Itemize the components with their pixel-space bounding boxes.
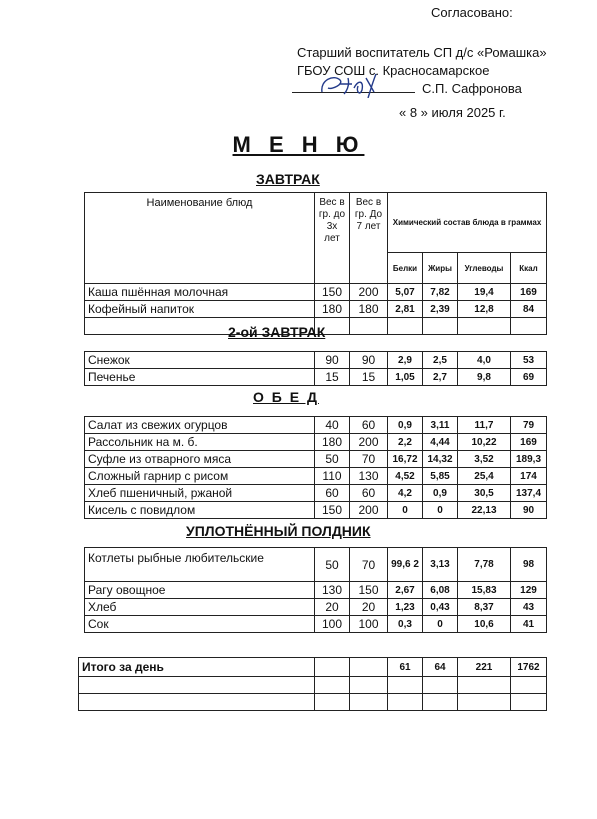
- total-row: [79, 658, 547, 677]
- dish-name: Кофейный напиток: [85, 301, 315, 318]
- table-row: [85, 485, 547, 502]
- dish-name: Печенье: [85, 369, 315, 386]
- total-table: [78, 657, 547, 711]
- fat: 0,43: [423, 599, 458, 616]
- weight-7y: 60: [350, 485, 388, 502]
- weight-7y: 130: [350, 468, 388, 485]
- protein: 2,81: [388, 301, 423, 318]
- carbs: 9,8: [458, 369, 511, 386]
- table-row: [85, 434, 547, 451]
- table-row: [85, 502, 547, 519]
- protein: 5,07: [388, 284, 423, 301]
- weight-7y: 100: [350, 616, 388, 633]
- header-kcal: Ккал: [511, 253, 547, 284]
- kcal: 41: [511, 616, 547, 633]
- protein: 2,9: [388, 352, 423, 369]
- header-chem: Химический состав блюда в граммах: [388, 193, 547, 253]
- kcal: 189,3: [511, 451, 547, 468]
- approval-position: Старший воспитатель СП д/с «Ромашка»: [297, 45, 547, 60]
- weight-7y: 150: [350, 582, 388, 599]
- weight-7y: 15: [350, 369, 388, 386]
- carbs: 19,4: [458, 284, 511, 301]
- kcal: 79: [511, 417, 547, 434]
- kcal: 169: [511, 434, 547, 451]
- carbs: 4,0: [458, 352, 511, 369]
- protein: 1,23: [388, 599, 423, 616]
- weight-3y: 150: [315, 502, 350, 519]
- weight-3y: 180: [315, 301, 350, 318]
- section-title-snack: УПЛОТНЁННЫЙ ПОЛДНИК: [186, 523, 371, 539]
- weight-3y: 60: [315, 485, 350, 502]
- total-protein: 61: [388, 658, 423, 677]
- fat: 2,5: [423, 352, 458, 369]
- kcal: 129: [511, 582, 547, 599]
- approval-organization: ГБОУ СОШ с. Красносамарское: [297, 63, 490, 78]
- fat: 5,85: [423, 468, 458, 485]
- section-title-breakfast: ЗАВТРАК: [256, 171, 320, 187]
- protein: 0,3: [388, 616, 423, 633]
- table-row-empty: [79, 694, 547, 711]
- table-row: [85, 468, 547, 485]
- breakfast-table: [84, 192, 547, 335]
- header-fat: Жиры: [423, 253, 458, 284]
- carbs: 10,22: [458, 434, 511, 451]
- kcal: 84: [511, 301, 547, 318]
- section-title-second-breakfast: 2-ой ЗАВТРАК: [228, 324, 326, 340]
- protein: 4,52: [388, 468, 423, 485]
- table-row: [85, 582, 547, 599]
- kcal: 98: [511, 548, 547, 582]
- header-w7: Вес в гр. До 7 лет: [350, 193, 388, 284]
- protein: 0: [388, 502, 423, 519]
- section-title-lunch: О Б Е Д: [253, 389, 319, 405]
- weight-7y: 70: [350, 451, 388, 468]
- weight-7y: 60: [350, 417, 388, 434]
- fat: 4,44: [423, 434, 458, 451]
- weight-3y: 50: [315, 548, 350, 582]
- table-row: [85, 417, 547, 434]
- kcal: 69: [511, 369, 547, 386]
- kcal: 169: [511, 284, 547, 301]
- weight-7y: 180: [350, 301, 388, 318]
- dish-name: Котлеты рыбные любительские: [85, 548, 315, 582]
- weight-3y: 40: [315, 417, 350, 434]
- table-row: [85, 352, 547, 369]
- dish-name: Сок: [85, 616, 315, 633]
- total-kcal: 1762: [511, 658, 547, 677]
- dish-name: Рагу овощное: [85, 582, 315, 599]
- protein: 4,2: [388, 485, 423, 502]
- second-breakfast-table: [84, 351, 547, 386]
- weight-7y: 20: [350, 599, 388, 616]
- dish-name: Снежок: [85, 352, 315, 369]
- approval-signer: С.П. Сафронова: [422, 81, 522, 96]
- carbs: 3,52: [458, 451, 511, 468]
- dish-name: Сложный гарнир с рисом: [85, 468, 315, 485]
- weight-7y: 200: [350, 434, 388, 451]
- dish-name: Хлеб: [85, 599, 315, 616]
- fat: 14,32: [423, 451, 458, 468]
- kcal: 90: [511, 502, 547, 519]
- weight-3y: 180: [315, 434, 350, 451]
- fat: 0: [423, 616, 458, 633]
- table-row: [85, 599, 547, 616]
- table-row: [85, 548, 547, 582]
- kcal: 137,4: [511, 485, 547, 502]
- weight-3y: 15: [315, 369, 350, 386]
- page-title: М Е Н Ю: [232, 132, 365, 157]
- table-row: [85, 301, 547, 318]
- carbs: 8,37: [458, 599, 511, 616]
- fat: 7,82: [423, 284, 458, 301]
- table-row: [85, 284, 547, 301]
- total-fat: 64: [423, 658, 458, 677]
- protein: 16,72: [388, 451, 423, 468]
- protein: 99,6 2: [388, 548, 423, 582]
- weight-7y: 90: [350, 352, 388, 369]
- weight-3y: 130: [315, 582, 350, 599]
- header-prot: Белки: [388, 253, 423, 284]
- total-carbs: 221: [458, 658, 511, 677]
- weight-3y: 150: [315, 284, 350, 301]
- snack-table: [84, 547, 547, 633]
- weight-3y: 90: [315, 352, 350, 369]
- kcal: 174: [511, 468, 547, 485]
- protein: 2,67: [388, 582, 423, 599]
- approval-date: « 8 » июля 2025 г.: [399, 105, 506, 120]
- fat: 0: [423, 502, 458, 519]
- carbs: 12,8: [458, 301, 511, 318]
- table-row-empty: [79, 677, 547, 694]
- weight-3y: 20: [315, 599, 350, 616]
- table-row: [85, 369, 547, 386]
- dish-name: Хлеб пшеничный, ржаной: [85, 485, 315, 502]
- fat: 3,13: [423, 548, 458, 582]
- table-row: [85, 451, 547, 468]
- carbs: 30,5: [458, 485, 511, 502]
- carbs: 10,6: [458, 616, 511, 633]
- carbs: 22,13: [458, 502, 511, 519]
- lunch-table: [84, 416, 547, 519]
- approval-agreed: Согласовано:: [431, 5, 513, 20]
- kcal: 43: [511, 599, 547, 616]
- dish-name: Каша пшённая молочная: [85, 284, 315, 301]
- weight-3y: 50: [315, 451, 350, 468]
- protein: 0,9: [388, 417, 423, 434]
- weight-7y: 200: [350, 502, 388, 519]
- header-name: Наименование блюд: [85, 193, 315, 284]
- header-carb: Углеводы: [458, 253, 511, 284]
- table-row: [85, 616, 547, 633]
- carbs: 25,4: [458, 468, 511, 485]
- fat: 3,11: [423, 417, 458, 434]
- fat: 0,9: [423, 485, 458, 502]
- carbs: 11,7: [458, 417, 511, 434]
- weight-7y: 200: [350, 284, 388, 301]
- weight-7y: 70: [350, 548, 388, 582]
- total-label: Итого за день: [79, 658, 315, 677]
- weight-3y: 100: [315, 616, 350, 633]
- kcal: 53: [511, 352, 547, 369]
- dish-name: Кисель с повидлом: [85, 502, 315, 519]
- carbs: 7,78: [458, 548, 511, 582]
- dish-name: Суфле из отварного мяса: [85, 451, 315, 468]
- fat: 2,7: [423, 369, 458, 386]
- fat: 2,39: [423, 301, 458, 318]
- header-w3: Вес в гр. до 3х лет: [315, 193, 350, 284]
- protein: 1,05: [388, 369, 423, 386]
- handwritten-signature: [318, 70, 384, 98]
- protein: 2,2: [388, 434, 423, 451]
- dish-name: Салат из свежих огурцов: [85, 417, 315, 434]
- dish-name: Рассольник на м. б.: [85, 434, 315, 451]
- fat: 6,08: [423, 582, 458, 599]
- weight-3y: 110: [315, 468, 350, 485]
- carbs: 15,83: [458, 582, 511, 599]
